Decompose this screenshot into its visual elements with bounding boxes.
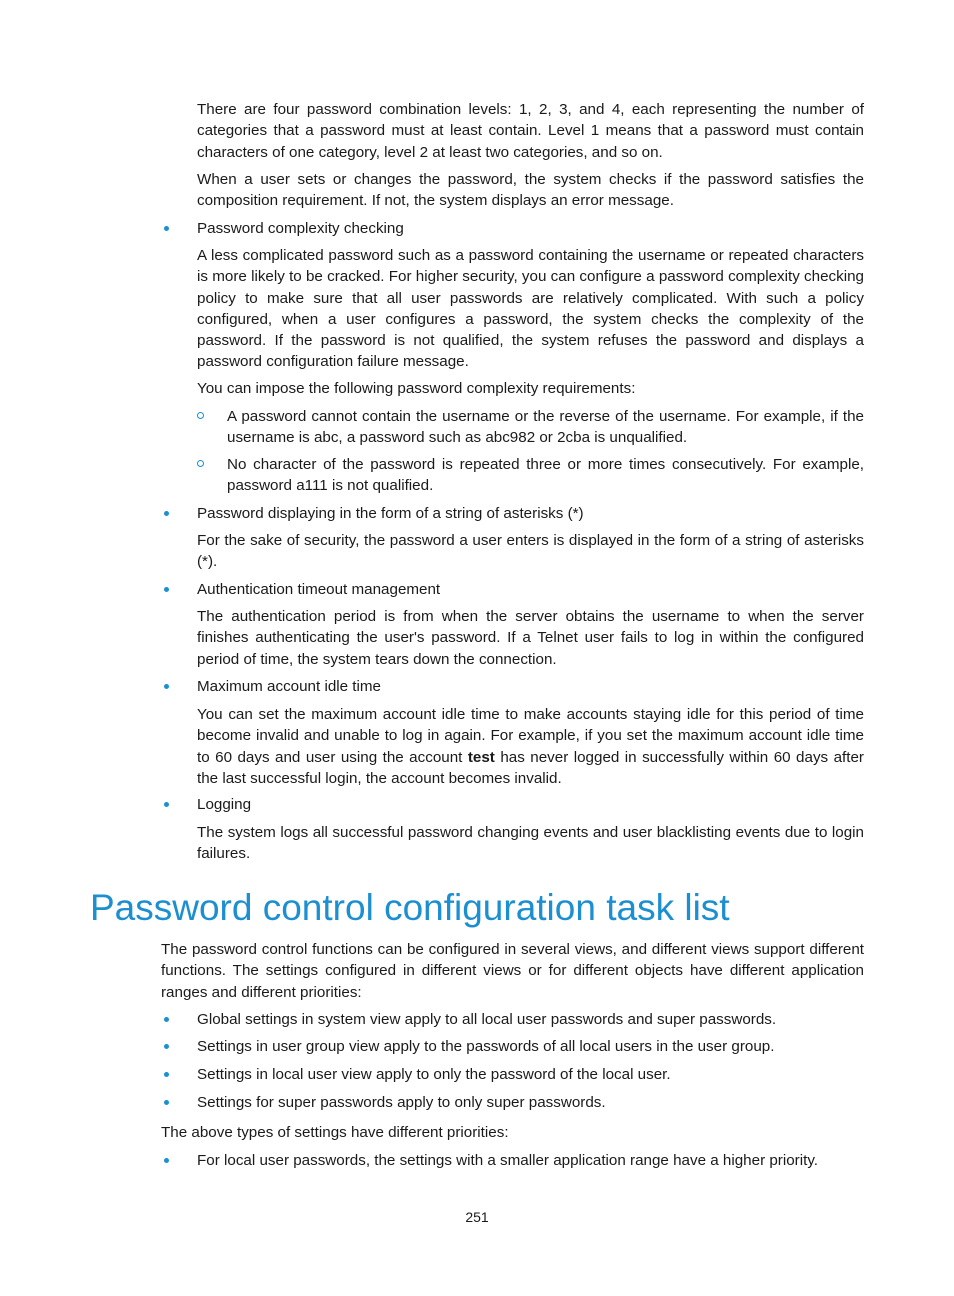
circle-bullet-icon: [197, 460, 204, 467]
sub-bullet-username: [227, 406, 864, 449]
list-item-text: Settings for super passwords apply to only super passwords.: [197, 1094, 606, 1111]
asterisks-paragraph: For the sake of security, the password a user enters is displayed in the form of a string of asterisks (*).: [197, 532, 864, 571]
list-item-text: For local user passwords, the settings with a smaller application range have a higher priority.: [197, 1152, 819, 1169]
list-item: [197, 1064, 864, 1085]
circle-bullet-icon: [197, 412, 204, 419]
list-item-text: Global settings in system view apply to all local user passwords and super passwords.: [197, 1011, 777, 1028]
bullet-dot-icon: [164, 1017, 169, 1022]
priorities-intro: The above types of settings have different priorities:: [161, 1124, 509, 1141]
bullet-complexity: [197, 218, 864, 239]
list-item: [197, 1036, 864, 1057]
bullet-dot-icon: [164, 587, 169, 592]
complexity-paragraph: A less complicated password such as a password containing the username or repeated characters is more likely to be cracked. For higher security, you can configure a password complexity checking policy to make sure that all user passwords are relatively complicated. With such a policy configured, when a user configures a password, the system checks the complexity of the password. If the password is not qualified, the system refuses the password and displays a password configuration failure message.: [197, 247, 864, 371]
list-item: [197, 1009, 864, 1030]
bullet-asterisks: [197, 503, 864, 524]
bullet-logging: [197, 794, 864, 815]
complexity-requirements-intro: You can impose the following password complexity requirements:: [197, 380, 636, 397]
timeout-paragraph: The authentication period is from when the server obtains the username to when the server finishes authenticating the user's password. If a Telnet user fails to log in within the configured period of time, the system tears down the connection.: [197, 608, 864, 668]
bullet-dot-icon: [164, 684, 169, 689]
bullet-label: Logging: [197, 796, 252, 813]
sub-bullet-text: No character of the password is repeated three or more times consecutively. For example, password a111 is not qualified.: [227, 456, 864, 495]
bullet-dot-icon: [164, 1044, 169, 1049]
bullet-dot-icon: [164, 226, 169, 231]
list-item: [197, 1092, 864, 1113]
bullet-dot-icon: [164, 511, 169, 516]
idle-text-before: You can set the maximum account idle time to make accounts staying idle for this period of time become invalid and unable to log in again. For example, if you set the maximum account idle time to 60 days and user using the account: [197, 706, 864, 766]
bullet-dot-icon: [164, 1100, 169, 1105]
list-item: [197, 1150, 864, 1171]
idle-paragraph: [197, 704, 864, 789]
section-heading: Password control configuration task list: [90, 887, 730, 928]
bullet-label: Authentication timeout management: [197, 581, 441, 598]
list-item-text: Settings in user group view apply to the passwords of all local users in the user group.: [197, 1038, 775, 1055]
idle-text-after: has never logged in successfully within 60 days after the last successful login, the account becomes invalid.: [197, 748, 864, 787]
bullet-label: Password complexity checking: [197, 220, 404, 237]
account-name-bold: test: [467, 748, 495, 766]
bullet-dot-icon: [164, 1158, 169, 1163]
sub-bullet-repeat: [227, 454, 864, 497]
list-item-text: Settings in local user view apply to only the password of the local user.: [197, 1066, 671, 1083]
sub-bullet-text: A password cannot contain the username or the reverse of the username. For example, if the username is abc, a password such as abc982 or 2cba is unqualified.: [227, 408, 864, 447]
bullet-label: Maximum account idle time: [197, 678, 382, 695]
bullet-dot-icon: [164, 1072, 169, 1077]
intro-paragraph-levels: There are four password combination levels: 1, 2, 3, and 4, each representing the number of categories that a password must at least contain. Level 1 means that a password must contain characters of one category, level 2 at least two categories, and so on.: [197, 101, 864, 161]
bullet-dot-icon: [164, 802, 169, 807]
logging-paragraph: The system logs all successful password changing events and user blacklisting events due to login failures.: [197, 824, 864, 863]
section-intro-paragraph: The password control functions can be configured in several views, and different views support different functions. The settings configured in different views or for different objects have different application ranges and different priorities:: [161, 941, 864, 1001]
intro-paragraph-check: When a user sets or changes the password, the system checks if the password satisfies the composition requirement. If not, the system displays an error message.: [197, 171, 864, 210]
page-number: 251: [465, 1209, 489, 1225]
bullet-idle: [197, 676, 864, 697]
bullet-timeout: [197, 579, 864, 600]
bullet-label: Password displaying in the form of a string of asterisks (*): [197, 505, 584, 522]
